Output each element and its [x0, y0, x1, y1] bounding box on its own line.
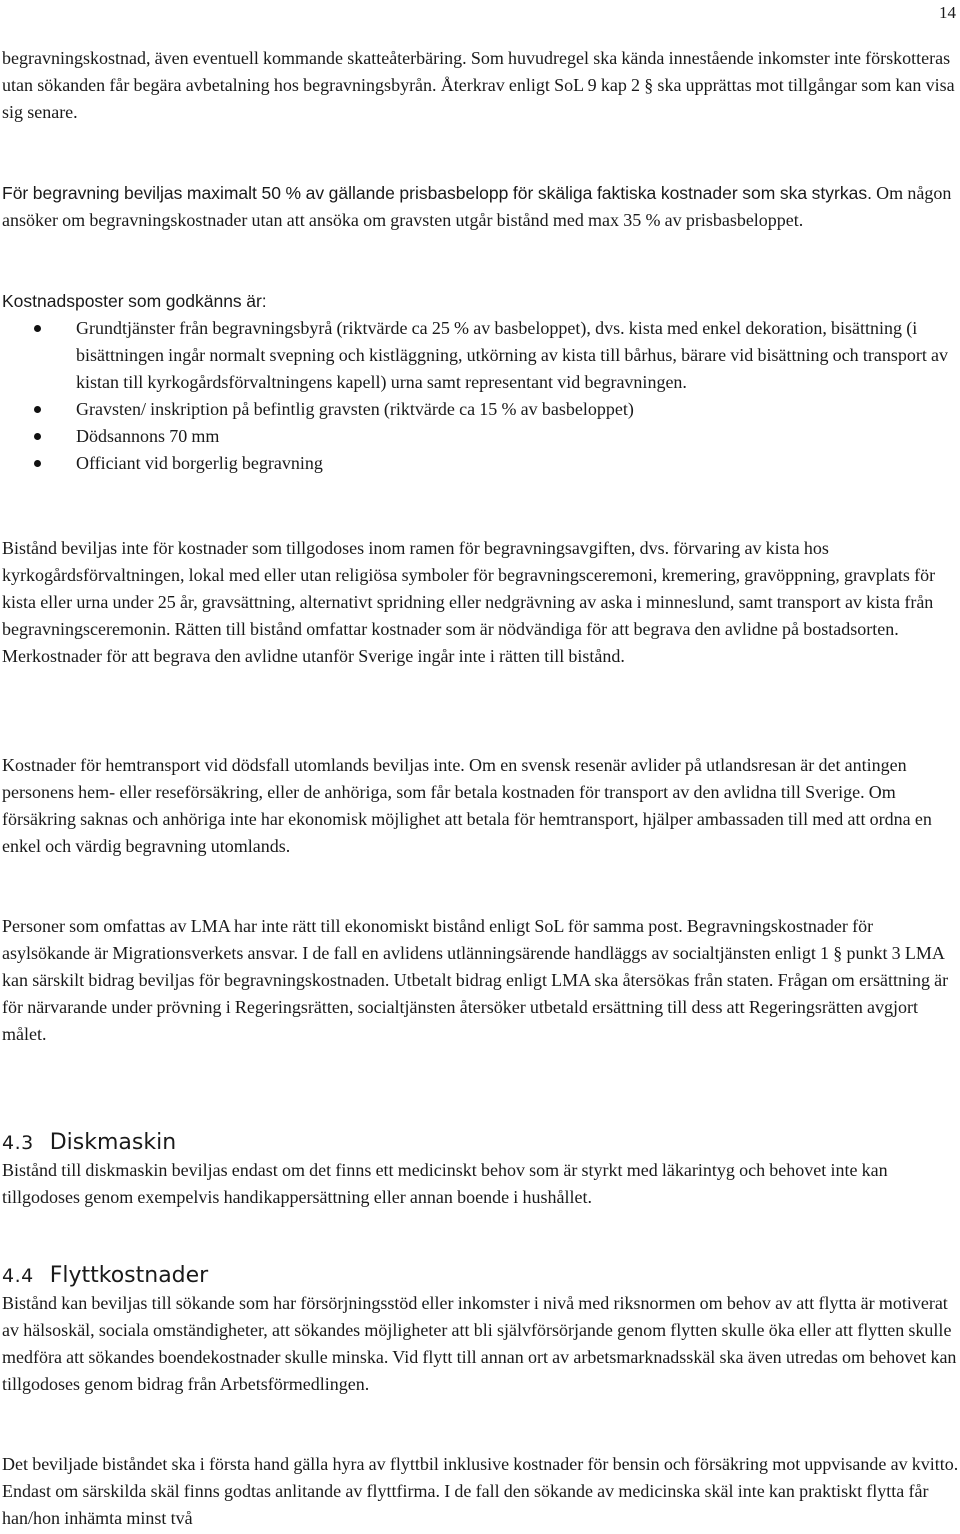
section-heading-moving-costs: 4.4 Flyttkostnader	[2, 1263, 209, 1288]
cost-item: Gravsten/ inskription på befintlig gravsten (riktvärde ca 15 % av basbeloppet)	[2, 396, 960, 423]
cost-items-intro: Kostnadsposter som godkänns är:	[2, 291, 267, 311]
paragraph-not-granted: Bistånd beviljas inte för kostnader som tillgodoses inom ramen för begravningsavgiften, dvs. förvaring av kista hos kyrkogårdsförvaltningen, lokal med eller utan religiösa symboler för begravningsceremoni, kremering, gravöppning, gravplats för kista eller urna under 25 år, gravsättning, alternativt spridning eller nedgrävning av aska i minneslund, samt transport av kista från begravningsceremonin. Rätten till bistånd omfattar kostnader som är nödvändiga för att begrava den avlidne på bostadsorten. Merkostnader för att begrava den avlidne utanför Sverige ingår inte i rätten till bistånd.	[2, 538, 936, 666]
section-heading-dishwasher: 4.3 Diskmaskin	[2, 1130, 177, 1155]
cost-item: Officiant vid borgerlig begravning	[2, 450, 960, 477]
funeral-gravestone-sentence: Om någon ansöker om begravningskostnader utan att ansöka om gravsten utgår bistånd med max 35 % av prisbasbeloppet.	[2, 183, 952, 230]
cost-item: Grundtjänster från begravningsbyrå (riktvärde ca 25 % av basbeloppet), dvs. kista med enkel dekoration, bisättning (i bisättningen ingår normalt svepning och kistläggning, utkörning av kista till bårhus, bärare vid bisättning och transport av kistan till kyrkogårdsförvaltningens kapell) urna samt representant vid begravningen.	[2, 315, 960, 396]
paragraph-moving-van: Det beviljade biståndet ska i första hand gälla hyra av flyttbil inklusive kostnader för bensin och försäkring mot uppvisande av kvitto. Endast om särskilda skäl finns godtas anlitande av flyttfirma. I de fall den sökande av medicinska skäl inte kan praktiskt flytta får han/hon inhämta minst två	[2, 1454, 959, 1528]
paragraph-moving-costs: Bistånd kan beviljas till sökande som har försörjningsstöd eller inkomster i nivå med riksnormen om behov av att flytta är motiverat av hälsoskäl, sociala omständigheter, att sökandes möjligheter att bli självförsörjande genom flytten skulle öka eller att flytten skulle medföra att sökandes boendekostnader skulle minska. Vid flytt till annan ort av arbetsmarknadsskäl ska även utredas om behovet kan tillgodoses genom bidrag från Arbetsförmedlingen.	[2, 1293, 957, 1394]
cost-items-list	[2, 315, 960, 477]
page-number: 14	[939, 3, 956, 22]
paragraph-home-transport: Kostnader för hemtransport vid dödsfall utomlands beviljas inte. Om en svensk resenär avlider på utlandsresan är det antingen personens hem- eller reseförsäkring, eller de anhöriga, som får betala kostnaden för transport av den avlidna till Sverige. Om försäkring saknas och anhöriga inte har ekonomisk möjlighet att betala för hemtransport, hjälper ambassaden till med att ordna en enkel och värdig begravning utomlands.	[2, 755, 932, 856]
paragraph-dishwasher: Bistånd till diskmaskin beviljas endast om det finns ett medicinskt behov som är styrkt med läkarintyg och behovet inte kan tillgodoses genom exempelvis handikappersättning eller annan boende i hushållet.	[2, 1160, 888, 1207]
paragraph-lma: Personer som omfattas av LMA har inte rätt till ekonomiskt bistånd enligt SoL för samma post. Begravningskostnader för asylsökande är Migrationsverkets ansvar. I de fall en avlidens utlänningsärende handläggs av socialtjänsten enligt 1 § punkt 3 LMA kan särskilt bidrag beviljas för begravningskostnaden. Utbetalt bidrag enligt LMA ska återsökas från staten. Frågan om ersättning är för närvarande under prövning i Regeringsrätten, socialtjänsten återsöker utbetald ersättning till dess att Regeringsrätten avgjort målet.	[2, 916, 949, 1044]
paragraph-funeral-limits	[2, 180, 960, 234]
paragraph-recovery: begravningskostnad, även eventuell kommande skatteåterbäring. Som huvudregel ska kända innestående inkomster inte förskotteras utan sökanden får begära avbetalning hos begravningsbyrån. Återkrav enligt SoL 9 kap 2 § ska upprättas mot tillgångar som kan visa sig senare.	[2, 48, 955, 122]
funeral-max-sentence: För begravning beviljas maximalt 50 % av gällande prisbasbelopp för skäliga faktiska kostnader som ska styrkas.	[2, 183, 872, 203]
cost-item: Dödsannons 70 mm	[2, 423, 960, 450]
